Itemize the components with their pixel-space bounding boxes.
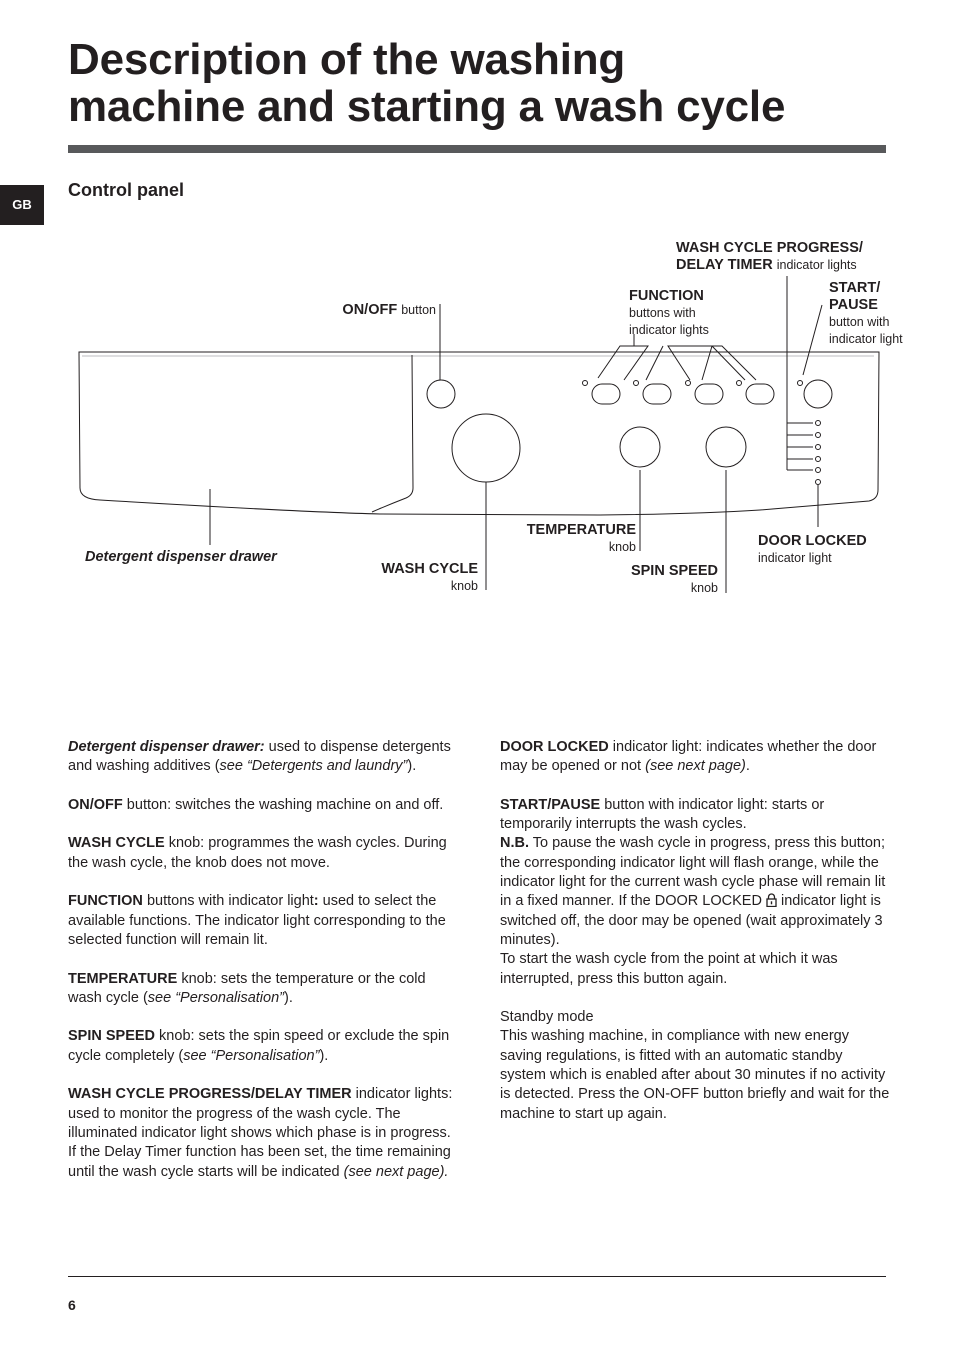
spin-knob-shape <box>706 427 746 467</box>
footer-rule <box>68 1276 886 1277</box>
label-door-locked: DOOR LOCKED indicator light <box>758 533 867 565</box>
temperature-knob-shape <box>620 427 660 467</box>
leader-start <box>803 305 822 375</box>
label-function: FUNCTION buttons with indicator lights <box>629 288 709 337</box>
label-temperature: TEMPERATURE knob <box>526 522 636 554</box>
start-pause-button-shape <box>804 380 832 408</box>
para-wash-cycle: WASH CYCLE knob: programmes the wash cycles. During the wash cycle, the knob does not move. <box>68 835 447 871</box>
page-number: 6 <box>68 1297 76 1313</box>
section-title: Control panel <box>68 180 184 200</box>
panel-outline <box>79 352 879 515</box>
description-column-right <box>500 738 892 1124</box>
function-led-3 <box>686 381 691 386</box>
function-button-4 <box>746 384 774 404</box>
para-onoff: ON/OFF button: switches the washing machine on and off. <box>68 796 444 813</box>
progress-led-4 <box>816 457 821 462</box>
title-line-2: machine and starting a wash cycle <box>68 82 786 131</box>
label-wash-progress: WASH CYCLE PROGRESS/ DELAY TIMER indicator lights <box>676 240 863 273</box>
language-tab: GB <box>0 185 44 225</box>
label-onoff: ON/OFF button <box>342 302 436 318</box>
label-detergent-drawer: Detergent dispenser drawer <box>85 549 277 565</box>
function-led-4 <box>737 381 742 386</box>
page-title <box>68 36 785 130</box>
control-panel-diagram <box>0 230 954 610</box>
label-wash-cycle: WASH CYCLE knob <box>381 561 478 593</box>
drawer-divider <box>372 355 413 512</box>
para-start-pause: START/PAUSE button with indicator light: starts or temporarily interrupts the wash cycles. <box>500 796 825 833</box>
para-standby: This washing machine, in compliance with new energy saving regulations, is fitted with an automatic standby system which is enabled after about 30 minutes if no activity is detected. Press the ON-OFF button briefly and wait for the machine to start up again. <box>500 1028 890 1122</box>
wash-cycle-knob-shape <box>452 414 520 482</box>
function-led-1 <box>583 381 588 386</box>
function-button-1 <box>592 384 620 404</box>
para-temperature: TEMPERATURE knob: sets the temperature or the cold wash cycle (see “Personalisation”). <box>68 970 426 1006</box>
start-pause-led <box>798 381 803 386</box>
leader-function <box>598 334 756 380</box>
onoff-button-shape <box>427 380 455 408</box>
para-door-locked: DOOR LOCKED indicator light: indicates whether the door may be opened or not (see next page). <box>500 739 877 775</box>
function-button-3 <box>695 384 723 404</box>
door-locked-led <box>816 480 821 485</box>
label-spin-speed: SPIN SPEED knob <box>630 563 718 595</box>
progress-led-1 <box>816 421 821 426</box>
para-function: FUNCTION buttons with indicator light: used to select the available functions. The indicator light corresponding to the selected function will remain lit. <box>68 893 446 948</box>
function-button-2 <box>643 384 671 404</box>
para-nb: N.B. To pause the wash cycle in progress, press this button; the corresponding indicator light will flash orange, while the indicator light for the current wash cycle phase will remain lit in a fixed manner. If the DOOR LOCKED indicator light is switched off, the door may be opened (wait approximately 3 minutes). <box>500 835 886 948</box>
para-restart: To start the wash cycle from the point at which it was interrupted, press this button again. <box>500 951 838 987</box>
title-rule <box>68 145 886 153</box>
label-start-pause: START/ PAUSE button with indicator light <box>829 280 903 346</box>
leader-progress <box>787 276 813 470</box>
function-led-2 <box>634 381 639 386</box>
standby-title: Standby mode <box>500 1009 594 1026</box>
progress-led-2 <box>816 433 821 438</box>
lock-icon <box>766 893 777 907</box>
para-delay-timer: If the Delay Timer function has been set, the time remaining until the wash cycle starts will be indicated (see next page). <box>68 1144 451 1180</box>
description-column-left <box>68 738 460 1182</box>
progress-led-3 <box>816 445 821 450</box>
para-progress: WASH CYCLE PROGRESS/DELAY TIMER indicator lights: used to monitor the progress of the wash cycle. The illuminated indicator light shows which phase is in progress. <box>68 1086 453 1141</box>
progress-led-5 <box>816 468 821 473</box>
para-spin-speed: SPIN SPEED knob: sets the spin speed or exclude the spin cycle completely (see “Personalisation”). <box>68 1028 450 1064</box>
title-line-1: Description of the washing <box>68 35 626 84</box>
para-detergent-drawer: Detergent dispenser drawer: used to dispense detergents and washing additives (see “Detergents and laundry”). <box>68 739 451 775</box>
